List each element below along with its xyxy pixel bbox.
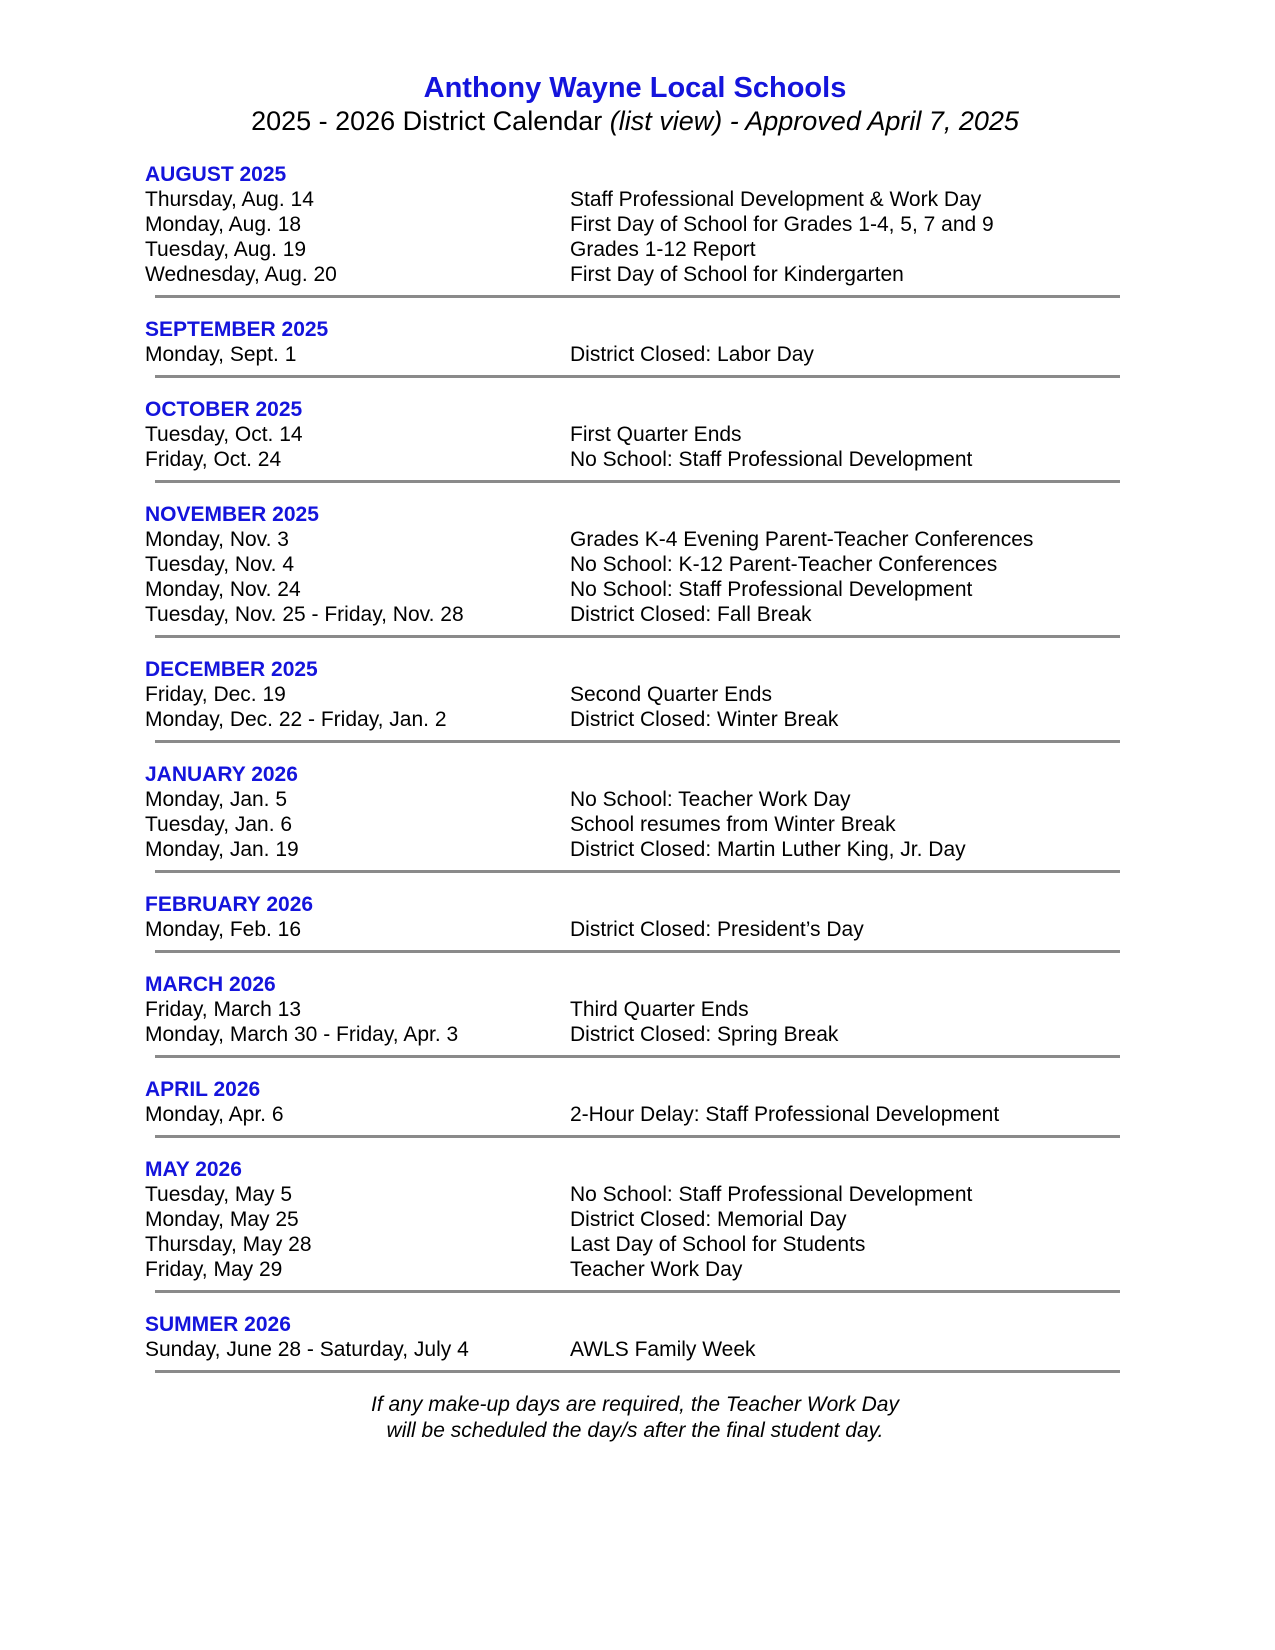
month-heading: AUGUST 2025 [145,163,287,186]
month-section [145,1077,1125,1138]
month-section [145,657,1125,743]
event-description: School resumes from Winter Break [570,813,896,836]
event-description: Staff Professional Development & Work Day [570,188,982,211]
event-row [145,342,1125,367]
event-list [145,682,1125,732]
event-row [145,552,1125,577]
document-header [145,72,1125,136]
event-description: District Closed: Fall Break [570,603,812,626]
event-row [145,262,1125,287]
makeup-days-note [145,1392,1125,1444]
event-date: Monday, Sept. 1 [145,343,297,366]
event-row [145,787,1125,812]
event-list [145,342,1125,367]
section-divider [155,480,1120,483]
event-row [145,422,1125,447]
event-description: District Closed: Labor Day [570,343,814,366]
month-heading: APRIL 2026 [145,1078,261,1101]
section-divider [155,950,1120,953]
page-subtitle [145,106,1125,136]
month-heading: NOVEMBER 2025 [145,503,319,526]
section-divider [155,1055,1120,1058]
event-date: Monday, Nov. 3 [145,528,289,551]
event-date: Friday, May 29 [145,1258,283,1281]
event-date: Thursday, Aug. 14 [145,188,314,211]
month-section [145,317,1125,378]
event-row [145,707,1125,732]
event-description: District Closed: Spring Break [570,1023,839,1046]
event-row [145,812,1125,837]
event-description: Last Day of School for Students [570,1233,866,1256]
event-list [145,997,1125,1047]
event-list [145,527,1125,627]
subtitle-regular-text: 2025 - 2026 District Calendar [251,106,603,136]
month-heading: MAY 2026 [145,1158,242,1181]
month-section [145,892,1125,953]
event-description: First Quarter Ends [570,423,742,446]
event-description: First Day of School for Grades 1-4, 5, 7 and 9 [570,213,994,236]
event-row [145,1337,1125,1362]
event-list [145,187,1125,287]
event-date: Tuesday, Nov. 4 [145,553,295,576]
section-divider [155,375,1120,378]
event-row [145,237,1125,262]
month-heading: SEPTEMBER 2025 [145,318,329,341]
section-divider [155,635,1120,638]
event-row [145,577,1125,602]
event-row [145,447,1125,472]
section-divider [155,870,1120,873]
month-heading: MARCH 2026 [145,973,276,996]
section-divider [155,1290,1120,1293]
event-row [145,1102,1125,1127]
event-description: 2-Hour Delay: Staff Professional Development [570,1103,1000,1126]
month-section [145,1312,1125,1373]
makeup-days-note-line1: If any make-up days are required, the Teacher Work Day [371,1393,899,1416]
event-list [145,917,1125,942]
event-date: Monday, Aug. 18 [145,213,302,236]
event-description: No School: Staff Professional Development [570,1183,973,1206]
month-section [145,397,1125,483]
event-list [145,787,1125,862]
event-date: Tuesday, May 5 [145,1183,293,1206]
month-heading: FEBRUARY 2026 [145,893,314,916]
event-description: Second Quarter Ends [570,683,772,706]
event-date: Monday, Nov. 24 [145,578,301,601]
section-divider [155,1135,1120,1138]
event-description: First Day of School for Kindergarten [570,263,904,286]
event-description: No School: K-12 Parent-Teacher Conferences [570,553,998,576]
event-row [145,212,1125,237]
event-row [145,997,1125,1022]
event-date: Friday, March 13 [145,998,301,1021]
event-row [145,1182,1125,1207]
event-date: Monday, Apr. 6 [145,1103,284,1126]
event-date: Thursday, May 28 [145,1233,312,1256]
event-date: Monday, May 25 [145,1208,299,1231]
event-row [145,602,1125,627]
event-row [145,187,1125,212]
makeup-days-note-line2: will be scheduled the day/s after the final student day. [386,1419,884,1442]
event-date: Friday, Dec. 19 [145,683,286,706]
event-row [145,1022,1125,1047]
event-date: Monday, Jan. 5 [145,788,288,811]
event-date: Monday, Jan. 19 [145,838,299,861]
event-list [145,1102,1125,1127]
event-description: Grades K-4 Evening Parent-Teacher Conferences [570,528,1034,551]
page-title: Anthony Wayne Local Schools [423,72,847,104]
month-section [145,762,1125,873]
event-description: AWLS Family Week [570,1338,756,1361]
month-heading: JANUARY 2026 [145,763,298,786]
event-date: Friday, Oct. 24 [145,448,282,471]
event-description: District Closed: President’s Day [570,918,864,941]
event-description: Grades 1-12 Report [570,238,756,261]
event-description: Teacher Work Day [570,1258,743,1281]
event-list [145,1182,1125,1282]
event-row [145,682,1125,707]
event-row [145,527,1125,552]
event-date: Tuesday, Jan. 6 [145,813,293,836]
event-description: No School: Staff Professional Development [570,448,973,471]
event-description: No School: Staff Professional Development [570,578,973,601]
event-date: Tuesday, Oct. 14 [145,423,303,446]
event-list [145,422,1125,472]
event-date: Tuesday, Aug. 19 [145,238,307,261]
event-row [145,1257,1125,1282]
event-row [145,917,1125,942]
event-date: Sunday, June 28 - Saturday, July 4 [145,1338,469,1361]
section-divider [155,295,1120,298]
month-heading: DECEMBER 2025 [145,658,318,681]
section-divider [155,740,1120,743]
event-description: No School: Teacher Work Day [570,788,851,811]
month-section [145,1157,1125,1293]
event-description: District Closed: Martin Luther King, Jr. Day [570,838,966,861]
event-date: Monday, March 30 - Friday, Apr. 3 [145,1023,459,1046]
section-divider [155,1370,1120,1373]
calendar-sections [145,162,1125,1373]
month-section [145,502,1125,638]
event-date: Wednesday, Aug. 20 [145,263,337,286]
event-date: Monday, Dec. 22 - Friday, Jan. 2 [145,708,447,731]
event-row [145,1232,1125,1257]
event-row [145,837,1125,862]
subtitle-italic-text: (list view) - Approved April 7, 2025 [609,106,1019,136]
event-row [145,1207,1125,1232]
event-description: Third Quarter Ends [570,998,749,1021]
month-section [145,162,1125,298]
event-date: Monday, Feb. 16 [145,918,302,941]
month-heading: SUMMER 2026 [145,1313,291,1336]
event-description: District Closed: Winter Break [570,708,839,731]
event-date: Tuesday, Nov. 25 - Friday, Nov. 28 [145,603,464,626]
event-list [145,1337,1125,1362]
month-section [145,972,1125,1058]
month-heading: OCTOBER 2025 [145,398,303,421]
event-description: District Closed: Memorial Day [570,1208,847,1231]
